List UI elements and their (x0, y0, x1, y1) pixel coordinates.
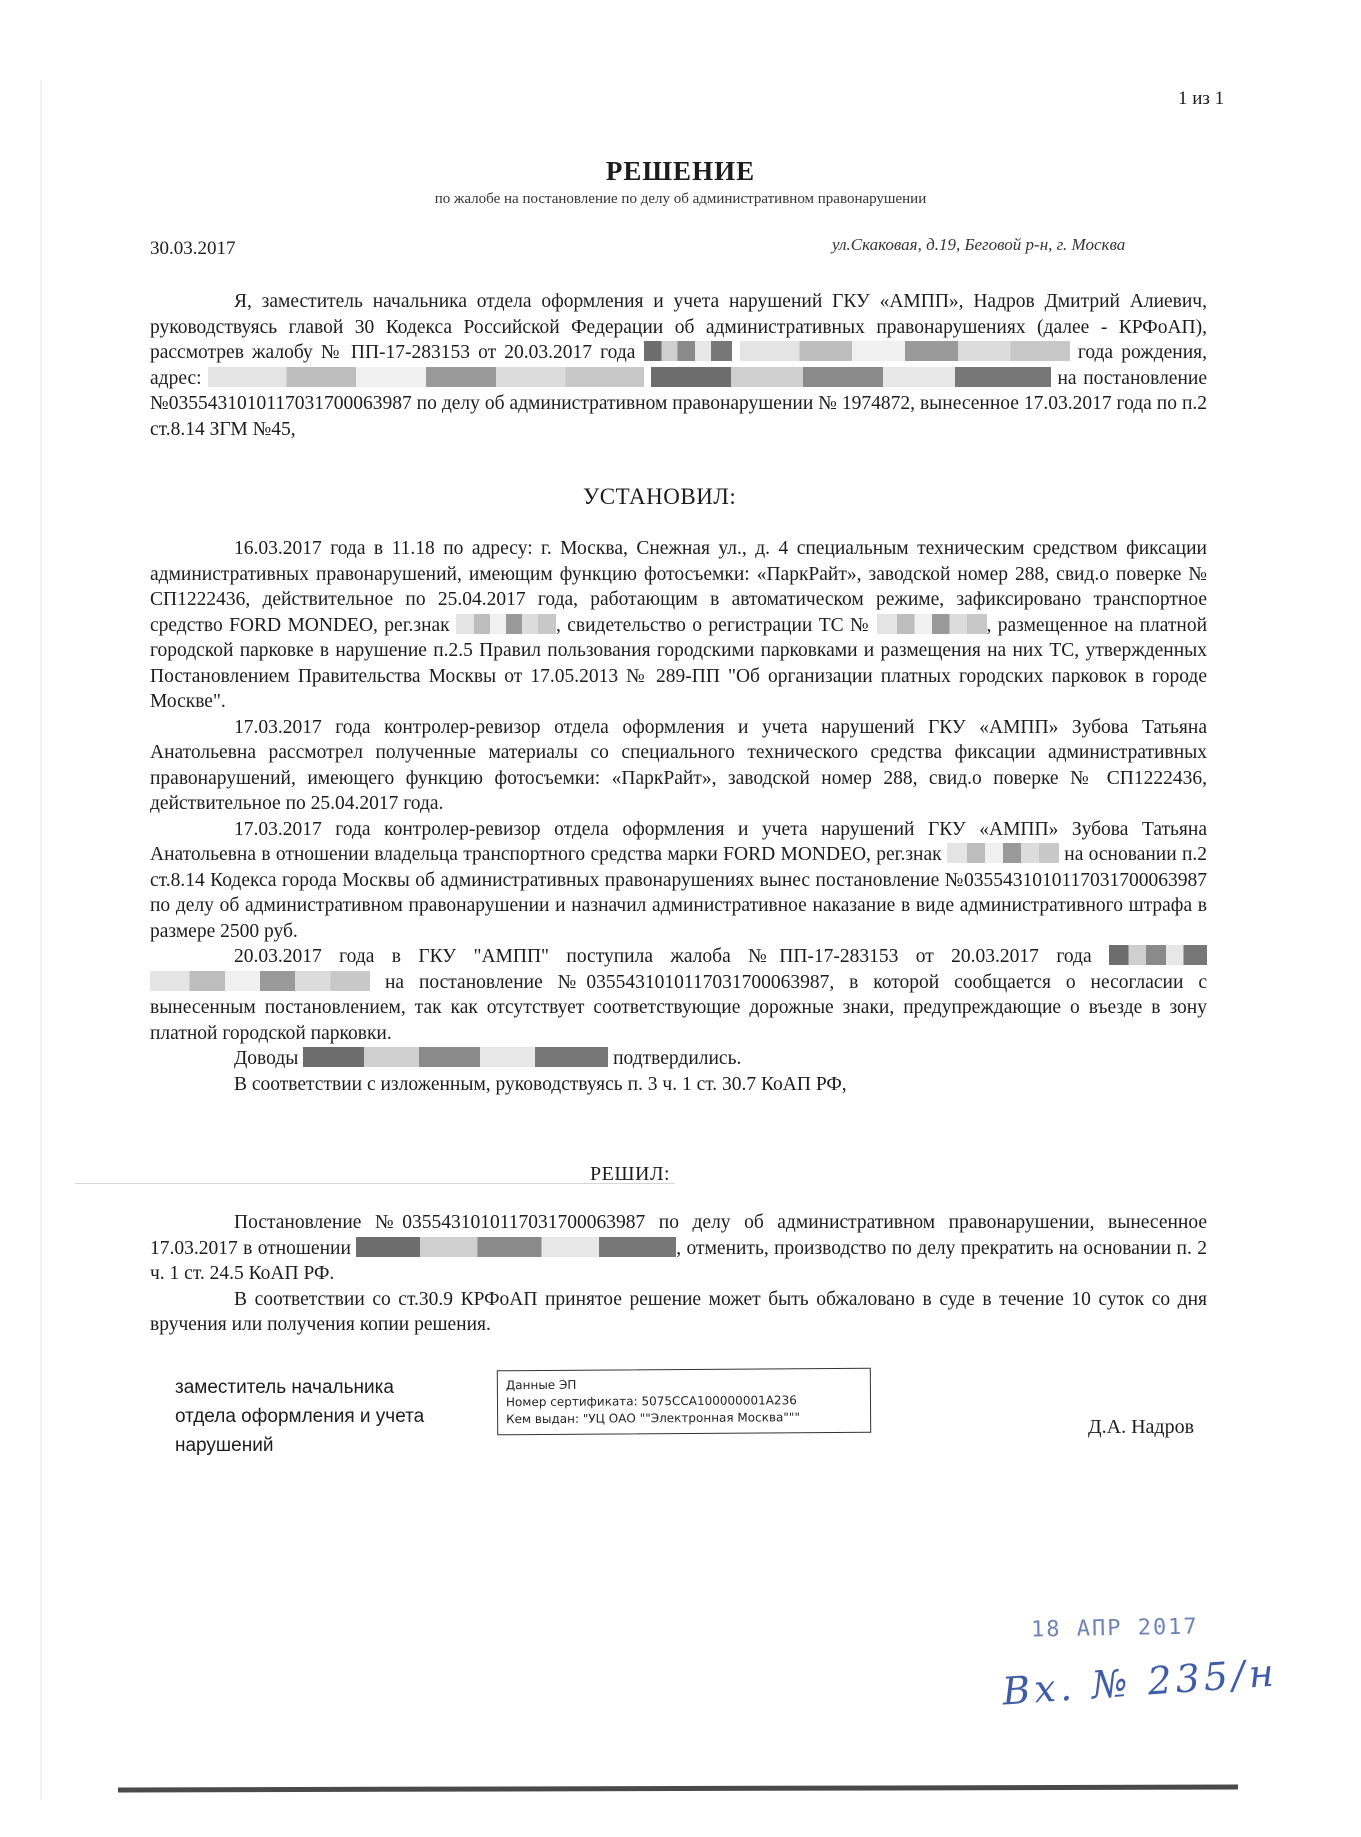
established-p2: 17.03.2017 года контролер-ревизор отдела оформления и учета нарушений ГКУ «АМПП» Зубова Татьяна Анатольевна рассмотрел полученные материалы со специального технического средства фиксации административных правонарушений, имеющего функцию фотосъемки: «ПаркРайт», заводской номер 288, свид.о поверке № СП1222436, действительное по 25.04.2017 года. (150, 716, 1207, 814)
handwritten-incoming-number: Вх. № 235/н (1000, 1650, 1280, 1714)
signer-name: Д.А. Надров (1088, 1416, 1195, 1438)
page-number: 1 из 1 (1178, 88, 1225, 109)
document-place: ул.Скаковая, д.19, Беговой р-н, г. Москва (832, 235, 1126, 254)
established-p6: В соответствии с изложенным, руководствуясь п. 3 ч. 1 ст. 30.7 КоАП РФ, (234, 1073, 847, 1095)
ep-certificate: Номер сертификата: 5075CCA100000001A236 (505, 1393, 797, 1410)
document-subtitle: по жалобе на постановление по делу об административном правонарушении (434, 191, 927, 207)
signer-position-line3: нарушений (175, 1435, 274, 1456)
redacted-address-2 (651, 367, 1051, 387)
established-p1-c: , размещенное на платной городской парковке в нарушение п.2.5 Правил пользования городскими парковками и размещения на них ТС, утвержденных Постановлением Правительства Москвы от 17.05.2013 № 289-ПП "Об организации платных городских парковок в городе Москве". (150, 614, 1208, 712)
redacted-applicant-name (644, 341, 732, 361)
established-p3-a: 17.03.2017 года контролер-ревизор отдела оформления и учета нарушений ГКУ «АМПП» Зубова Татьяна Анатольевна в отношении владельца транспортного средства марки FORD MONDEO, рег.знак (150, 818, 1207, 865)
established-p4-b: на постановление №0355431010117031700063987, в которой сообщается о несогласии с вынесенным постановлением, так как отсутствует соответствующие дорожные знаки, предупреждающие о въезде в зону платной городской парковки. (150, 971, 1207, 1044)
established-p5-a: Доводы (234, 1048, 299, 1069)
redacted-registration (877, 614, 987, 634)
signer-position-line1: заместитель начальника (175, 1377, 394, 1398)
scan-edge (40, 80, 42, 1800)
established-p1-a: 16.03.2017 года в 11.18 по адресу: г. Москва, Снежная ул., д. 4 специальным техническим средством фиксации административных правонарушений, имеющим функцию фотосъемки: «ПаркРайт», заводской номер 288, свид.о поверке № СП1222436, действительное по 25.04.2017 года, работающим в автоматическом режиме, зафиксировано транспортное средство FORD MONDEO, рег.знак (150, 538, 1207, 636)
intro-text-c: на постановление №0355431010117031700063987 по делу об административном правонарушении № 1974872, вынесенное 17.03.2017 года по п.2 ст.8.14 ЗГМ №45, (150, 367, 1207, 440)
established-section (150, 536, 1207, 1097)
section-heading-established: УСТАНОВИЛ: (583, 484, 737, 509)
ep-title: Данные ЭП (505, 1377, 577, 1393)
established-p4-a: 20.03.2017 года в ГКУ "АМПП" поступила жалоба №ПП-17-283153 от 20.03.2017 года (234, 946, 1092, 967)
redacted-plate-2 (947, 843, 1059, 863)
scan-artifact-line (75, 1183, 675, 1184)
document-date: 30.03.2017 (150, 238, 236, 259)
section-heading-decided: РЕШИЛ: (590, 1163, 671, 1185)
intro-paragraph (150, 289, 1207, 442)
received-stamp: 18 АПР 2017 (1030, 1614, 1199, 1643)
established-p3-b: на основании п.2 ст.8.14 Кодекса города Москвы об административных правонарушениях вынес постановление №0355431010117031700063987 по делу об административном правонарушении и назначил административное наказание в виде административного штрафа в размере 2500 руб. (150, 844, 1208, 942)
decided-p1-b: , отменить, производство по делу прекратить на основании п. 2 ч. 1 ст. 24.5 КоАП РФ. (150, 1237, 1208, 1284)
decided-p1-a: Постановление №0355431010117031700063987 по делу об административном правонарушении, вынесенное 17.03.2017 в отношении (150, 1212, 1207, 1259)
established-p1-b: , свидетельство о регистрации ТС № (556, 614, 871, 636)
redacted-applicant-name-2 (740, 341, 1070, 361)
electronic-signature-box (497, 1368, 871, 1436)
redacted-applicant-3 (1109, 945, 1207, 965)
signer-position (175, 1373, 424, 1460)
redacted-applicant-4 (150, 971, 370, 991)
established-p5-b: подтвердились. (613, 1048, 742, 1069)
signer-position-line2: отдела оформления и учета (175, 1406, 425, 1427)
redacted-address (208, 367, 644, 387)
redacted-plate (456, 614, 556, 634)
ep-issuer: Кем выдан: "УЦ ОАО ""Электронная Москва""" (506, 1410, 800, 1427)
intro-text-a: Я, заместитель начальника отдела оформления и учета нарушений ГКУ «АМПП», Надров Дмитрий Алиевич, руководствуясь главой 30 Кодекса Российской Федерации об административных правонарушениях (далее - КРФоАП), рассмотрев жалобу № ПП-17-283153 от 20.03.2017 года (150, 291, 1207, 363)
document-title: РЕШЕНИЕ (605, 156, 756, 186)
redacted-applicant-5 (303, 1047, 608, 1067)
scan-artifact-bottom-line (118, 1785, 1238, 1793)
decided-section (150, 1210, 1207, 1338)
redacted-applicant-6 (356, 1237, 676, 1257)
intro-text-b: года рождения, адрес: (150, 342, 1207, 389)
decided-p2: В соответствии со ст.30.9 КРФоАП принятое решение может быть обжаловано в суде в течение 10 суток со дня вручения или получения копии решения. (150, 1288, 1207, 1335)
